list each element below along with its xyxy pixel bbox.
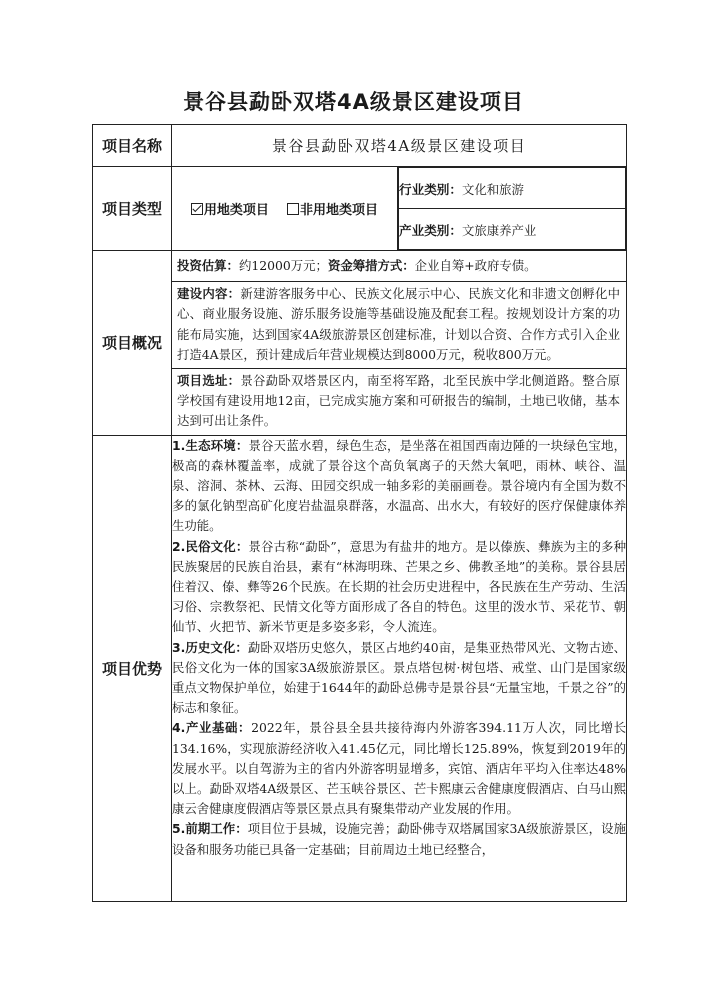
label-project-name: 项目名称 <box>93 125 172 167</box>
row-project-type <box>93 167 627 251</box>
advantage-history: 3.历史文化：勐卧双塔历史悠久，景区占地约40亩，是集亚热带风光、文物古迹、民俗文化为一体的国家3A级旅游景区。景点塔包树·树包塔、戒堂、山门是国家级重点文物保护单位，始建于1644年的勐卧总佛寺是景谷县“无量宝地，千景之谷”的标志和象征。 <box>172 639 627 716</box>
sector-category: 产业类别：文旅康养产业 <box>399 209 626 250</box>
type-options <box>172 167 398 251</box>
advantage-folk-culture: 2.民俗文化：景谷古称“勐卧”，意思为有盐井的地方。是以傣族、彝族为主的多种民族聚居的民族自治县，素有“林海明珠、芒果之乡、佛教圣地”的美称。景谷县居住着汉、傣、彝等26个民族。在长期的社会历史进程中，各民族在生产劳动、生活习俗、宗教祭祀、民情文化等方面形成了各自的特色。这里的泼水节、采花节、朝仙节、火把节、新米节更是多姿多彩，令人流连。 <box>172 538 627 635</box>
advantages-content <box>172 435 627 901</box>
option-land[interactable]: 用地类项目 <box>191 203 269 218</box>
option-nonland[interactable]: 非用地类项目 <box>287 203 378 218</box>
advantage-ecology: 1.生态环境：景谷天蓝水碧，绿色生态，是坐落在祖国西南边陲的一块绿色宝地，极高的森林覆盖率，成就了景谷这个高负氧离子的天然大氧吧，雨林、峡谷、温泉、溶洞、茶林、云海、田园交织成一轴多彩的美丽画卷。景谷境内有全国为数不多的氯化钠型高矿化度岩盐温泉群落，水温高、出水大，有较好的医疗保健康体养生功能。 <box>172 437 627 534</box>
label-project-overview: 项目概况 <box>93 251 172 436</box>
row-project-advantages <box>93 435 627 901</box>
project-table <box>92 124 627 902</box>
advantage-industry-base: 4.产业基础：2022年，景谷县全县共接待海内外游客394.11万人次，同比增长134.16%，实现旅游经济收入41.45亿元，同比增长125.89%，恢复到2019年的发展水平。以自驾游为主的省内外游客明显增多，宾馆、酒店年平均入住率达48%以上。勐卧双塔4A级景区、芒玉峡谷景区、芒卡熙康云舍健康度假酒店、白马山熙康云舍健康度假酒店等景区景点具有聚集带动产业发展的作用。 <box>172 720 627 817</box>
advantage-preliminary-work: 5.前期工作：项目位于县城，设施完善；勐卧佛寺双塔属国家3A级旅游景区，设施设备和服务功能已具备一定基础；目前周边土地已经整合， <box>172 821 626 857</box>
industry-category: 行业类别：文化和旅游 <box>399 168 626 209</box>
project-name-value: 景谷县勐卧双塔4A级景区建设项目 <box>172 125 627 167</box>
label-project-type: 项目类型 <box>93 167 172 251</box>
investment-line: 投资估算：约12000万元；资金筹措方式：企业自筹+政府专债。 <box>177 258 537 273</box>
checked-box-icon[interactable] <box>191 203 203 215</box>
category-subtable <box>398 167 626 250</box>
row-project-name <box>93 125 627 167</box>
construction-content: 建设内容：新建游客服务中心、民族文化展示中心、民族文化和非遗文创孵化中心、商业服务设施、游乐服务设施等基础设施及配套工程。按规划设计方案的功能布局实施，达到国家4A级旅游景区创建标准，计划以合资、合作方式引入企业打造4A景区，预计建成后年营业规模达到8000万元，税收800万元。 <box>172 281 626 368</box>
row-project-overview <box>93 251 627 436</box>
label-project-advantages: 项目优势 <box>93 435 172 901</box>
project-site: 项目选址：景谷勐卧双塔景区内，南至将军路，北至民族中学北侧道路。整合原学校国有建设用地12亩，已完成实施方案和可研报告的编制，土地已收储，基本达到可出让条件。 <box>172 368 626 435</box>
page-title: 景谷县勐卧双塔4A级景区建设项目 <box>183 90 524 114</box>
unchecked-box-icon[interactable] <box>287 203 299 215</box>
